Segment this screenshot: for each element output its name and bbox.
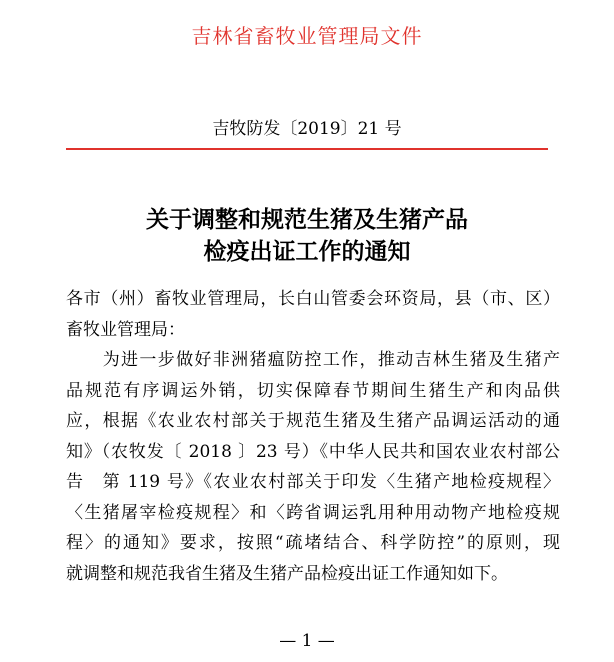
notice-title-line-1: 关于调整和规范生猪及生猪产品 (146, 207, 468, 233)
body-paragraph (66, 345, 560, 589)
salutation-line: 畜牧业管理局： (66, 319, 185, 340)
body-line: 就调整和规范我省生猪及生猪产品检疫出证工作通知如下。 (66, 563, 508, 584)
document-body (66, 284, 560, 589)
body-line: 程〉的通知》要求，按照“疏堵结合、科学防控”的原则，现 (66, 533, 560, 553)
body-line: 告 第 119 号》《农业农村部关于印发〈生猪产地检疫规程〉 (66, 472, 560, 492)
page-number: — 1 — (279, 631, 335, 651)
notice-title-line-2: 检疫出证工作的通知 (203, 239, 411, 265)
notice-title (0, 204, 614, 268)
salutation (66, 284, 560, 345)
document-header-title: 吉林省畜牧业管理局文件 (191, 24, 423, 48)
salutation-line: 各市（州）畜牧业管理局，长白山管委会环资局，县（市、区） (66, 289, 560, 309)
body-line: 为进一步做好非洲猪瘟防控工作，推动吉林生猪及生猪产 (66, 350, 560, 370)
header-divider-line (66, 148, 548, 150)
body-line: 应，根据《农业农村部关于规范生猪及生猪产品调运活动的通 (66, 411, 560, 431)
body-line: 〈生猪屠宰检疫规程〉和〈跨省调运乳用种用动物产地检疫规 (66, 502, 560, 523)
body-line: 品规范有序调运外销，切实保障春节期间生猪生产和肉品供 (66, 380, 560, 401)
body-line: 知》（农牧发〔 2018 〕23 号）《中华人民共和国农业农村部公 (66, 441, 560, 462)
document-number: 吉牧防发〔2019〕21 号 (212, 119, 402, 139)
